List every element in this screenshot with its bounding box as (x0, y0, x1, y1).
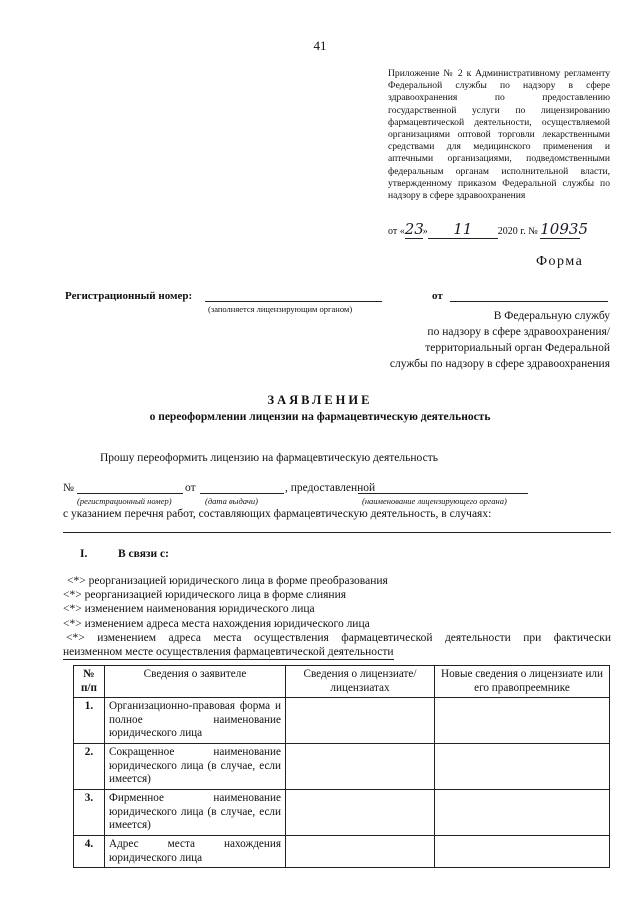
appendix-date (388, 220, 618, 239)
table-header-row (74, 666, 610, 698)
row-num: 2. (74, 744, 105, 790)
date-year: 2020 г. № (497, 226, 538, 237)
addressee-line: службы по надзору в сфере здравоохранения (389, 358, 610, 370)
header-num: № п/п (74, 666, 105, 698)
table-row (74, 744, 610, 790)
scope-line[interactable] (63, 532, 611, 533)
row-info: Сокращенное наименование юридического лица (в случае, если имеется) (105, 744, 286, 790)
form-label: Форма (536, 254, 584, 269)
note-registration-number: (регистрационный номер) (77, 496, 172, 506)
license-number-line[interactable] (77, 493, 183, 494)
row-new-cell[interactable] (435, 744, 610, 790)
scope-text: с указанием перечня работ, составляющих фармацевтическую деятельность, в случаях: (63, 508, 492, 520)
case-item[interactable]: <*> изменением адреса места осуществления фармацевтической деятельности при фактически (66, 631, 611, 644)
date-mid: » (422, 226, 428, 237)
registration-date-line[interactable] (450, 301, 608, 302)
document-title: ЗАЯВЛЕНИЕ (267, 393, 373, 407)
case-item[interactable]: <*> изменением адреса места нахождения юридического лица (63, 617, 370, 630)
table-row (74, 790, 610, 836)
case-item[interactable]: <*> реорганизацией юридического лица в форме слияния (63, 589, 347, 602)
note-licensor: (наименование лицензирующего органа) (362, 496, 507, 506)
date-prefix: от « (388, 226, 405, 237)
page-number: 41 (313, 38, 327, 53)
row-num: 4. (74, 836, 105, 868)
registration-label: Регистрационный номер: (65, 290, 193, 302)
license-no-label: № (63, 482, 74, 494)
row-info: Адрес места нахождения юридического лица (105, 836, 286, 868)
section-number: I. (80, 548, 88, 560)
row-info: Фирменное наименование юридического лица (в случае, если имеется) (105, 790, 286, 836)
registration-number-line[interactable] (205, 301, 382, 302)
license-date-line[interactable] (200, 493, 284, 494)
case-item-continuation: неизменном месте осуществления фармацевтической деятельности (63, 645, 394, 660)
licensor-line[interactable] (358, 493, 528, 494)
row-new-cell[interactable] (435, 836, 610, 868)
date-day-handwritten: 23 (404, 220, 424, 238)
registration-note: (заполняется лицензирующим органом) (208, 304, 353, 314)
cases-list (63, 574, 611, 660)
license-from-label: от (185, 482, 196, 494)
case-item[interactable]: <*> изменением наименования юридического лица (63, 603, 315, 616)
date-number-handwritten: 10935 (540, 220, 588, 238)
row-num: 1. (74, 698, 105, 744)
header-current: Сведения о лицензиате/лицензиатах (286, 666, 435, 698)
addressee-line: В Федеральную службу (493, 310, 610, 322)
document-subtitle: о переоформлении лицензии на фармацевтическую деятельность (149, 411, 491, 423)
row-info: Организационно-правовая форма и полное наименование юридического лица (105, 698, 286, 744)
case-item[interactable]: <*> реорганизацией юридического лица в форме преобразования (67, 575, 388, 587)
row-num: 3. (74, 790, 105, 836)
registration-from-label: от (432, 290, 443, 302)
row-current-cell[interactable] (286, 698, 435, 744)
row-new-cell[interactable] (435, 698, 610, 744)
row-current-cell[interactable] (286, 836, 435, 868)
header-info: Сведения о заявителе (105, 666, 286, 698)
request-text: Прошу переоформить лицензию на фармацевтическую деятельность (100, 452, 438, 464)
addressee (330, 308, 610, 372)
addressee-line: территориальный орган Федеральной (425, 342, 610, 354)
row-current-cell[interactable] (286, 790, 435, 836)
applicant-info-table (73, 665, 610, 868)
section-title: В связи с: (118, 548, 169, 560)
date-month-handwritten: 11 (428, 220, 498, 239)
addressee-line: по надзору в сфере здравоохранения/ (427, 326, 610, 338)
table-row (74, 698, 610, 744)
row-new-cell[interactable] (435, 790, 610, 836)
note-issue-date: (дата выдачи) (205, 496, 259, 506)
table-row (74, 836, 610, 868)
appendix-text: Приложение № 2 к Административному регламенту Федеральной службы по надзору в сфере здравоохранения по предоставлению государственной услуги по лицензированию фармацевтической деятельности, осуществляемой организациями оптовой торговли лекарственными средствами для медицинского применения и аптечными организациями, подведомственными федеральным органам исполнительной власти, утвержденному приказом Федеральной службы по надзору в сфере здравоохранения (388, 68, 610, 202)
row-current-cell[interactable] (286, 744, 435, 790)
license-granted-label: , предоставленной (285, 482, 376, 494)
header-new: Новые сведения о лицензиате или его правопреемнике (435, 666, 610, 698)
